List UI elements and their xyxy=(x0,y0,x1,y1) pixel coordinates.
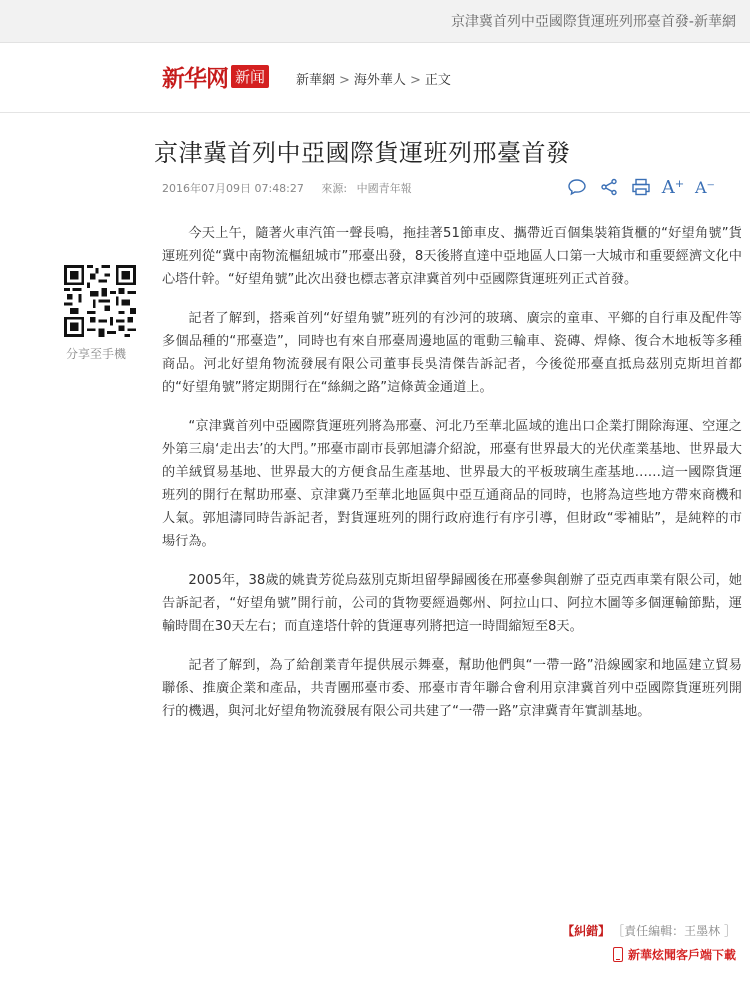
breadcrumb-separator: > xyxy=(409,73,421,88)
breadcrumb xyxy=(296,69,451,88)
logo-tag: 新闻 xyxy=(231,65,269,88)
site-logo[interactable] xyxy=(162,60,269,92)
print-icon[interactable] xyxy=(630,176,652,198)
correction-link[interactable]: 【糾錯】 xyxy=(562,924,611,938)
footer-editor-line xyxy=(562,922,736,939)
article-paragraph: 今天上午，隨著火車汽笛一聲長鳴，拖挂著51節車皮、攜帶近百個集裝箱貨櫃的“好望角號”貨運班列從“冀中南物流樞紐城市”邢臺出發，8天後將直達中亞地區人口第一大城市和重要經濟文化中心塔什幹。“好望角號”此次出發也標志著京津冀首列中亞國際貨運班列正式首發。 xyxy=(162,226,742,287)
article-paragraph: 記者了解到，為了給創業青年提供展示舞臺，幫助他們與“一帶一路”沿線國家和地區建立貿易聯係、推廣企業和產品，共青團邢臺市委、邢臺市青年聯合會利用京津冀首列中亞國際貨運班列開行的機遇，與河北好望角物流發展有限公司共建了“一帶一路”京津冀青年實訓基地。 xyxy=(162,658,742,719)
article-datetime: 2016年07月09日 07:48:27 xyxy=(162,182,304,195)
article-body xyxy=(162,222,742,739)
header-divider xyxy=(0,112,750,113)
article-tools xyxy=(566,176,726,198)
breadcrumb-separator: > xyxy=(339,73,350,88)
editor-credit: ［責任編輯：王墨林 ］ xyxy=(618,924,736,938)
article-paragraph: “京津冀首列中亞國際貨運班列將為邢臺、河北乃至華北區域的進出口企業打開除海運、空運之外第三扇‘走出去’的大門。”邢臺市副市長郭旭濤介紹說，邢臺有世界最大的光伏產業基地、世界最大的羊絨貿易基地、世界最大的方便食品生產基地、世界最大的平板玻璃生產基地……這一國際貨運班列的開行在幫助邢臺、京津冀乃至華北地區與中亞互通商品的同時，也將為這些地方帶來商機和人氣。郭旭濤同時告訴記者，對貨運班列的開行政府進行有序引導，但財政“零補貼”，是純粹的市場行為。 xyxy=(162,419,742,549)
article-paragraph: 2005年，38歲的姚貴芳從烏茲別克斯坦留學歸國後在邢臺參與創辦了亞克西車業有限公司，她告訴記者，“好望角號”開行前，公司的貨物要經過鄭州、阿拉山口、阿拉木圖等多個運輸節點，運輸時間在30天左右；而直達塔什幹的貨運專列將把這一時間縮短至8天。 xyxy=(162,573,742,634)
article-source: 中國青年報 xyxy=(356,182,412,195)
top-bar xyxy=(0,0,750,43)
breadcrumb-current: 正文 xyxy=(424,73,451,88)
qr-share-label: 分享至手機 xyxy=(66,347,127,361)
breadcrumb-section[interactable]: 海外華人 xyxy=(353,73,406,88)
article-title: 京津冀首列中亞國際貨運班列邢臺首發 xyxy=(154,139,571,167)
breadcrumb-home[interactable]: 新華網 xyxy=(296,73,336,88)
article-paragraph: 記者了解到，搭乘首列“好望角號”班列的有沙河的玻璃、廣宗的童車、平鄉的自行車及配件等多個品種的“邢臺造”，同時也有來自邢臺周邊地區的電動三輪車、瓷磚、焊條、復合木地板等多種商品。河北好望角物流發展有限公司董事長吳清傑告訴記者，今後從邢臺直抵烏茲別克斯坦首都的“好望角號”將定期開行在“絲綢之路”這條黃金通道上。 xyxy=(162,311,742,395)
app-download-link[interactable] xyxy=(613,946,736,963)
qr-code-icon xyxy=(64,265,136,337)
share-icon[interactable] xyxy=(598,176,620,198)
font-increase-icon[interactable]: A⁺ xyxy=(661,176,685,198)
logo-main-text: 新华网 xyxy=(162,64,228,92)
font-decrease-icon[interactable]: A⁻ xyxy=(695,177,715,197)
phone-icon xyxy=(613,947,623,962)
app-download-label: 新華炫聞客戶端下載 xyxy=(627,948,736,962)
window-title: 京津冀首列中亞國際貨運班列邢臺首發-新華網 xyxy=(450,14,736,30)
comment-icon[interactable] xyxy=(566,176,588,198)
article-meta xyxy=(162,180,418,196)
source-label: 來源: xyxy=(321,182,348,195)
